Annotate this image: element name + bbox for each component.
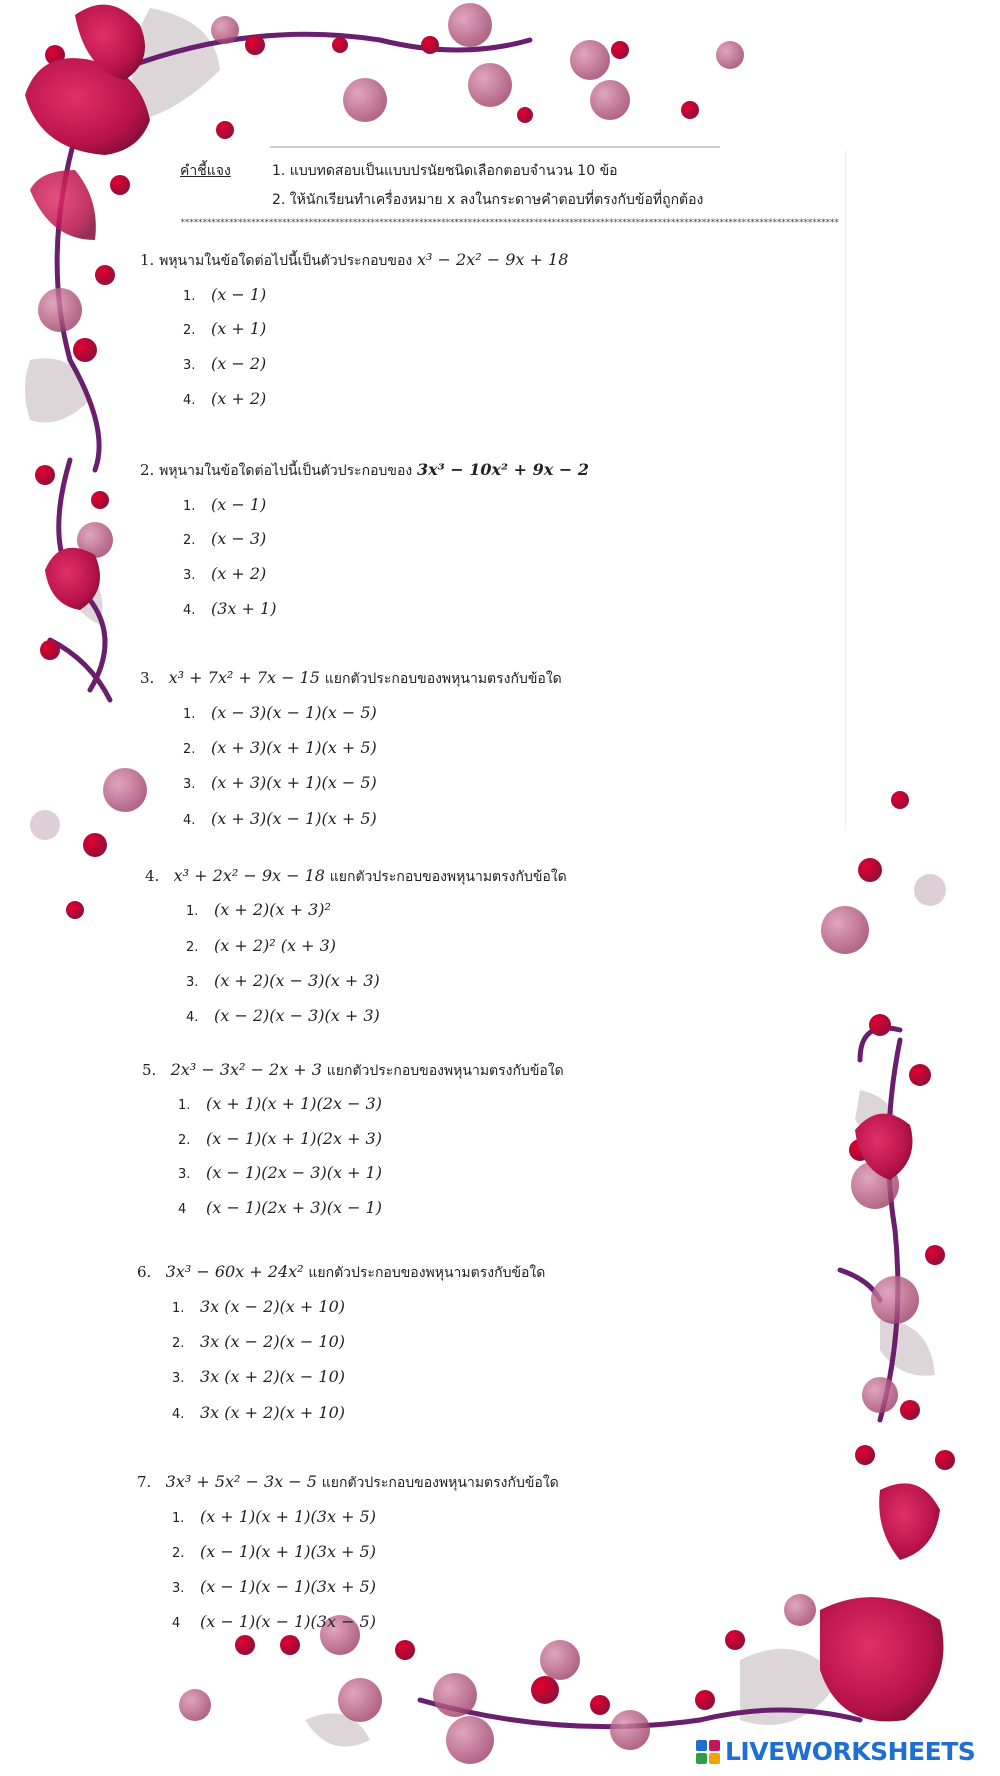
question-expression: x³ + 2x² − 9x − 18 (173, 866, 325, 885)
option-number: 3. (183, 568, 196, 583)
option-number: 3. (183, 777, 196, 792)
option-number: 2. (178, 1133, 191, 1148)
q4-option-3[interactable] (186, 971, 380, 990)
option-text: (x − 1)(x − 1)(3x − 5) (200, 1612, 376, 1631)
q1-option-2[interactable] (183, 319, 266, 338)
option-text: (x − 1)(x + 1)(3x + 5) (200, 1542, 376, 1561)
option-number: 1. (183, 499, 196, 514)
option-number: 3. (172, 1581, 185, 1596)
separator-stars: ***************************************************************************************************************************************************** (180, 218, 839, 228)
q6-option-3[interactable] (172, 1367, 345, 1386)
question-stem: แยกตัวประกอบของพหุนามตรงกับข้อใด (329, 869, 567, 885)
liveworksheets-wordmark: LIVEWORKSHEETS (725, 1737, 976, 1766)
option-number: 1. (172, 1511, 185, 1526)
liveworksheets-logo-icon (695, 1739, 721, 1765)
q2-option-1[interactable] (183, 495, 266, 514)
q2-option-4[interactable] (183, 599, 276, 618)
question-number: 3. (140, 669, 155, 687)
right-rule (845, 150, 846, 830)
option-text: (x − 1)(2x + 3)(x − 1) (206, 1198, 382, 1217)
question-stem: แยกตัวประกอบของพหุนามตรงกับข้อใด (324, 671, 562, 687)
option-text: (x − 3)(x − 1)(x − 5) (211, 703, 377, 722)
option-text: (x + 3)(x + 1)(x + 5) (211, 738, 377, 757)
question-5 (142, 1060, 564, 1082)
option-text: (x − 1) (211, 495, 267, 514)
option-text: 3x (x + 2)(x + 10) (200, 1403, 345, 1422)
question-number: 6. (137, 1263, 152, 1281)
option-text: (x + 3)(x − 1)(x + 5) (211, 809, 377, 828)
option-text: (x − 2)(x − 3)(x + 3) (214, 1006, 380, 1025)
option-text: 3x (x − 2)(x − 10) (200, 1332, 345, 1351)
q7-option-1[interactable] (172, 1507, 376, 1526)
option-text: (x − 3) (211, 529, 267, 548)
q3-option-2[interactable] (183, 738, 377, 757)
option-text: (x + 2) (211, 389, 267, 408)
option-text: (x − 1)(x + 1)(2x + 3) (206, 1129, 382, 1148)
option-number: 2. (172, 1336, 185, 1351)
option-text: (x + 2)² (x + 3) (214, 936, 337, 955)
question-expression: 3x³ − 10x² + 9x − 2 (417, 460, 589, 479)
question-expression: 3x³ + 5x² − 3x − 5 (165, 1472, 317, 1491)
question-2 (140, 460, 589, 482)
option-number: 4 (172, 1616, 181, 1631)
q4-option-4[interactable] (186, 1006, 380, 1025)
option-text: (x + 1) (211, 319, 267, 338)
question-stem: พหุนามในข้อใดต่อไปนี้เป็นตัวประกอบของ (159, 253, 413, 269)
q5-option-1[interactable] (178, 1094, 382, 1113)
question-3 (140, 668, 562, 690)
option-text: (x − 1)(2x − 3)(x + 1) (206, 1163, 382, 1182)
option-text: (x − 1) (211, 285, 267, 304)
q2-option-3[interactable] (183, 564, 266, 583)
question-number: 7. (137, 1473, 152, 1491)
option-text: 3x (x − 2)(x + 10) (200, 1297, 345, 1316)
question-7 (137, 1472, 559, 1494)
option-number: 3. (172, 1371, 185, 1386)
option-number: 4. (183, 603, 196, 618)
instruction-line-2: 2. ให้นักเรียนทำเครื่องหมาย x ลงในกระดาษคำตอบที่ตรงกับข้อที่ถูกต้อง (272, 192, 704, 208)
question-number: 2. (140, 461, 155, 479)
option-number: 4 (178, 1202, 187, 1217)
q5-option-4[interactable] (178, 1198, 382, 1217)
question-expression: 2x³ − 3x² − 2x + 3 (170, 1060, 322, 1079)
question-stem: พหุนามในข้อใดต่อไปนี้เป็นตัวประกอบของ (159, 463, 413, 479)
question-stem: แยกตัวประกอบของพหุนามตรงกับข้อใด (321, 1475, 559, 1491)
q4-option-1[interactable] (186, 900, 331, 919)
question-4 (145, 866, 567, 888)
option-number: 2. (186, 940, 199, 955)
option-number: 1. (172, 1301, 185, 1316)
q6-option-4[interactable] (172, 1403, 345, 1422)
q7-option-2[interactable] (172, 1542, 376, 1561)
option-text: (3x + 1) (211, 599, 277, 618)
instruction-line-1: 1. แบบทดสอบเป็นแบบปรนัยชนิดเลือกตอบจำนวน 10 ข้อ (272, 163, 618, 179)
question-expression: x³ + 7x² + 7x − 15 (168, 668, 320, 687)
option-number: 3. (178, 1167, 191, 1182)
option-text: (x + 2)(x − 3)(x + 3) (214, 971, 380, 990)
question-1 (140, 250, 568, 272)
top-rule (270, 146, 720, 148)
option-text: (x + 1)(x + 1)(3x + 5) (200, 1507, 376, 1526)
option-text: (x − 2) (211, 354, 267, 373)
q3-option-3[interactable] (183, 773, 377, 792)
q4-option-2[interactable] (186, 936, 336, 955)
option-text: (x + 2)(x + 3)² (214, 900, 331, 919)
option-text: (x + 2) (211, 564, 267, 583)
q5-option-3[interactable] (178, 1163, 382, 1182)
option-number: 4. (183, 393, 196, 408)
q6-option-1[interactable] (172, 1297, 345, 1316)
option-number: 1. (178, 1098, 191, 1113)
q1-option-1[interactable] (183, 285, 266, 304)
option-text: 3x (x + 2)(x − 10) (200, 1367, 345, 1386)
question-expression: 3x³ − 60x + 24x² (165, 1262, 304, 1281)
question-number: 5. (142, 1061, 157, 1079)
q7-option-3[interactable] (172, 1577, 376, 1596)
option-number: 3. (186, 975, 199, 990)
option-number: 2. (183, 742, 196, 757)
question-stem: แยกตัวประกอบของพหุนามตรงกับข้อใด (326, 1063, 564, 1079)
q2-option-2[interactable] (183, 529, 266, 548)
option-number: 1. (183, 707, 196, 722)
question-number: 4. (145, 867, 160, 885)
question-stem: แยกตัวประกอบของพหุนามตรงกับข้อใด (308, 1265, 546, 1281)
q7-option-4[interactable] (172, 1612, 376, 1631)
option-text: (x + 3)(x + 1)(x − 5) (211, 773, 377, 792)
q5-option-2[interactable] (178, 1129, 382, 1148)
option-number: 3. (183, 358, 196, 373)
option-number: 1. (186, 904, 199, 919)
question-6 (137, 1262, 545, 1284)
option-text: (x + 1)(x + 1)(2x − 3) (206, 1094, 382, 1113)
option-number: 4. (186, 1010, 199, 1025)
instructions-label: คำชี้แจง (180, 163, 231, 179)
option-number: 1. (183, 289, 196, 304)
q3-option-4[interactable] (183, 809, 377, 828)
option-number: 4. (172, 1407, 185, 1422)
option-number: 4. (183, 813, 196, 828)
q1-option-4[interactable] (183, 389, 266, 408)
option-number: 2. (172, 1546, 185, 1561)
question-expression: x³ − 2x² − 9x + 18 (417, 250, 569, 269)
option-number: 2. (183, 323, 196, 338)
option-text: (x − 1)(x − 1)(3x + 5) (200, 1577, 376, 1596)
q3-option-1[interactable] (183, 703, 377, 722)
option-number: 2. (183, 533, 196, 548)
liveworksheets-brand[interactable] (695, 1735, 995, 1771)
question-number: 1. (140, 251, 155, 269)
q6-option-2[interactable] (172, 1332, 345, 1351)
q1-option-3[interactable] (183, 354, 266, 373)
